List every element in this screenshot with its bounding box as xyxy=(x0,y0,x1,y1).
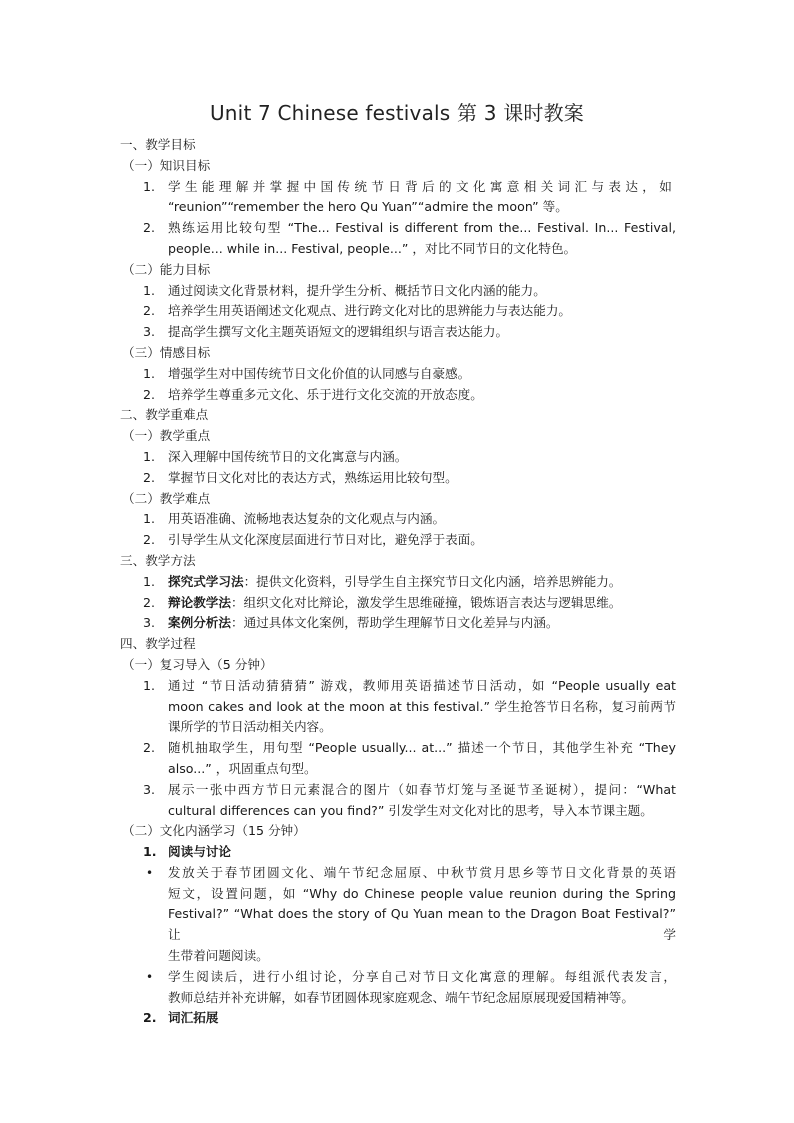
item-text: 用英语准确、流畅地表达复杂的文化观点与内涵。 xyxy=(168,511,446,527)
item-number: 2. xyxy=(143,386,156,402)
method-name: 案例分析法 xyxy=(168,615,231,631)
list-item xyxy=(120,301,676,322)
item-number: 2. xyxy=(143,1010,157,1026)
list-item xyxy=(120,468,676,489)
item-number: 1. xyxy=(143,448,156,464)
list-item xyxy=(120,322,676,343)
list-item xyxy=(120,593,676,614)
list-item xyxy=(120,530,676,551)
page-title: Unit 7 Chinese festivals 第 3 课时教案 xyxy=(209,101,585,125)
list-item-title xyxy=(120,1008,676,1029)
item-number: 2. xyxy=(143,740,156,756)
item-number: 1. xyxy=(143,573,156,589)
item-text: ：提供文化资料，引导学生自主探究节日文化内涵，培养思辨能力。 xyxy=(243,573,622,589)
item-line: people... while in... Festival, people...” ，对比不同节日的文化特色。 xyxy=(168,240,577,256)
list-item xyxy=(120,218,676,260)
item-text: ：组织文化对比辩论，激发学生思维碰撞，锻炼语言表达与逻辑思维。 xyxy=(230,594,622,610)
item-number: 2. xyxy=(143,220,156,236)
list-item xyxy=(120,447,676,468)
item-line: 通过 “节日活动猜猜猜” 游戏，教师用英语描述节日活动，如 “People usually eat xyxy=(168,677,676,693)
list-item xyxy=(120,385,676,406)
method-name: 探究式学习法 xyxy=(168,573,244,589)
list-item xyxy=(120,281,676,302)
section-heading: 四、教学过程 xyxy=(120,636,196,652)
item-number: 1. xyxy=(143,365,156,381)
item-text: 提高学生撰写文化主题英语短文的逻辑组织与语言表达能力。 xyxy=(168,324,509,340)
item-number: 1. xyxy=(143,282,156,298)
subsection-heading: （一）教学重点 xyxy=(122,428,211,444)
item-number: 1. xyxy=(143,844,157,860)
item-line: 生带着问题阅读。 xyxy=(168,948,269,964)
item-line: Festival?” “What does the story of Qu Yuan mean to the Dragon Boat Festival?” 让学 xyxy=(168,906,676,943)
item-line: 课所学的节日活动相关内容。 xyxy=(168,719,332,735)
item-line: 展示一张中西方节日元素混合的图片（如春节灯笼与圣诞节圣诞树），提问：“What xyxy=(168,781,676,797)
item-text: 通过阅读文化背景材料，提升学生分析、概括节日文化内涵的能力。 xyxy=(168,282,546,298)
document-body xyxy=(120,135,676,1029)
list-item-title xyxy=(120,842,676,863)
item-line: 学生能理解并掌握中国传统节日背后的文化寓意相关词汇与表达，如 xyxy=(168,178,676,194)
subsection-heading: （一）复习导入（5 分钟） xyxy=(122,656,273,672)
item-line: also...” ，巩固重点句型。 xyxy=(168,760,317,776)
item-number: 1. xyxy=(143,511,156,527)
item-text: 培养学生用英语阐述文化观点、进行跨文化对比的思辨能力与表达能力。 xyxy=(168,303,571,319)
list-item xyxy=(120,177,676,219)
item-number: 3. xyxy=(143,781,156,797)
item-text: 增强学生对中国传统节日文化价值的认同感与自豪感。 xyxy=(168,365,471,381)
list-item xyxy=(120,613,676,634)
section-heading: 三、教学方法 xyxy=(120,552,196,568)
item-line: 熟练运用比较句型 “The... Festival is different from the... Festival. In... Festival, xyxy=(168,220,676,236)
item-number: 1. xyxy=(143,677,156,693)
method-name: 辩论教学法 xyxy=(168,594,231,610)
list-item xyxy=(120,780,676,822)
subsection-heading: （一）知识目标 xyxy=(122,157,211,173)
list-item xyxy=(120,572,676,593)
item-number: 3. xyxy=(143,324,156,340)
list-item xyxy=(120,676,676,738)
item-number: 2. xyxy=(143,303,156,319)
list-item xyxy=(120,364,676,385)
item-text: 掌握节日文化对比的表达方式，熟练运用比较句型。 xyxy=(168,469,458,485)
item-title: 词汇拓展 xyxy=(168,1010,219,1026)
bullet-icon: • xyxy=(146,969,154,984)
subsection-heading: （二）能力目标 xyxy=(122,261,211,277)
item-line: cultural differences can you find?” 引发学生对文化对比的思考，导入本节课主题。 xyxy=(168,802,653,818)
item-line: “reunion”“remember the hero Qu Yuan”“admire the moon” 等。 xyxy=(168,199,568,215)
item-text: 引导学生从文化深度层面进行节日对比，避免浮于表面。 xyxy=(168,532,483,548)
item-text: ：通过具体文化案例，帮助学生理解节日文化差异与内涵。 xyxy=(230,615,559,631)
bullet-item xyxy=(120,967,676,1009)
subsection-heading: （二）文化内涵学习（15 分钟） xyxy=(122,823,306,839)
list-item xyxy=(120,509,676,530)
item-number: 3. xyxy=(143,615,156,631)
item-line: 学生阅读后，进行小组讨论，分享自己对节日文化寓意的理解。每组派代表发言， xyxy=(168,968,676,984)
section-heading: 二、教学重难点 xyxy=(120,407,209,423)
item-line: 教师总结并补充讲解，如春节团圆体现家庭观念、端午节纪念屈原展现爱国精神等。 xyxy=(168,989,634,1005)
item-title: 阅读与讨论 xyxy=(168,844,231,860)
subsection-heading: （三）情感目标 xyxy=(122,344,211,360)
item-number: 2. xyxy=(143,469,156,485)
item-line: moon cakes and look at the moon at this festival.” 学生抢答节日名称，复习前两节 xyxy=(168,698,676,714)
section-heading: 一、教学目标 xyxy=(120,137,196,152)
item-line: 随机抽取学生，用句型 “People usually... at...” 描述一个节日，其他学生补充 “They xyxy=(168,740,676,756)
item-number: 2. xyxy=(143,532,156,548)
item-number: 1. xyxy=(143,178,156,194)
item-text: 培养学生尊重多元文化、乐于进行文化交流的开放态度。 xyxy=(168,386,483,402)
item-number: 2. xyxy=(143,594,156,610)
list-item xyxy=(120,738,676,780)
item-line: 短文，设置问题，如 “Why do Chinese people value reunion during the Spring xyxy=(168,885,676,901)
bullet-icon: • xyxy=(146,865,154,880)
item-line: 发放关于春节团圆文化、端午节纪念屈原、中秋节赏月思乡等节日文化背景的英语 xyxy=(168,864,676,880)
subsection-heading: （二）教学难点 xyxy=(122,490,211,506)
bullet-item xyxy=(120,863,676,967)
item-text: 深入理解中国传统节日的文化寓意与内涵。 xyxy=(168,448,408,464)
